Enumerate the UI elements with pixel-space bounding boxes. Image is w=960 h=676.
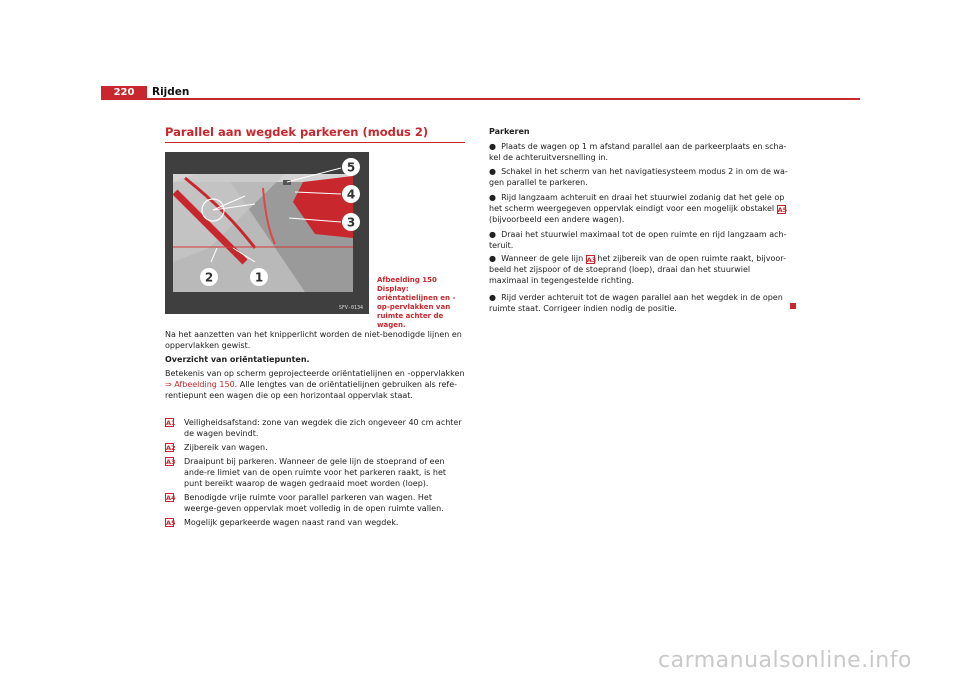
step-text: (bijvoorbeeld een andere wagen).	[489, 215, 625, 224]
parking-display-figure	[165, 152, 369, 314]
legend-text: Mogelijk geparkeerde wagen naast rand van wegdek.	[184, 518, 399, 527]
legend-text: Zijbereik van wagen.	[184, 443, 268, 452]
legend-badge: A2	[166, 444, 176, 452]
figure-link[interactable]: ⇒ Afbeelding 150	[165, 380, 235, 389]
svg-text:2: 2	[204, 270, 214, 285]
legend-text: Veiligheidsafstand: zone van wegdek die zich ongeveer 40 cm achter de wagen bevindt.	[184, 418, 462, 438]
figure-caption: Afbeelding 150 Display: oriëntatielijnen en -op-pervlakken van ruimte achter de wagen.	[377, 276, 456, 329]
bullet-icon: ●	[489, 167, 502, 176]
page-number: 220	[101, 86, 147, 99]
chapter-title: Rijden	[152, 86, 190, 98]
step-item	[489, 166, 789, 188]
figure-callouts	[165, 152, 369, 314]
section-rule	[165, 142, 465, 143]
desc-prefix: Betekenis van op scherm geprojecteerde oriëntatielijnen en -oppervlakken	[165, 369, 465, 378]
step-text: het zijbereik van de open ruimte raakt, bijvoor-beeld het zijspoor of de stoeprand (loep), draai dan het stuurwiel maximaal in tegengestelde richting.	[489, 254, 786, 285]
bullet-icon: ●	[489, 254, 502, 263]
callout-1	[250, 268, 268, 286]
legend-badge: A5	[166, 519, 176, 527]
step-text: Schakel in het scherm van het navigatiesysteem modus 2 in om de wa-gen parallel te parkeren.	[489, 167, 788, 187]
step-text: Plaats de wagen op 1 m afstand parallel aan de parkeerplaats en scha-kel de achteruitversnelling in.	[489, 142, 787, 162]
callout-3	[342, 213, 360, 231]
step-text: Rijd langzaam achteruit en draai het stuurwiel zodanig dat het gele op het scherm weergegeven oppervlak eindigt voor een mogelijk obstakel	[489, 193, 785, 213]
step-item	[489, 292, 789, 314]
overview-description	[165, 368, 465, 401]
bullet-icon: ●	[489, 142, 502, 151]
inline-badge: A3	[586, 256, 597, 264]
legend-badge: A3	[166, 458, 176, 466]
callout-5	[342, 158, 360, 176]
svg-text:3: 3	[346, 215, 356, 230]
section-title: Parallel aan wegdek parkeren (modus 2)	[165, 125, 429, 139]
bullet-icon: ●	[489, 293, 502, 302]
step-item	[489, 192, 789, 225]
bullet-icon: ●	[489, 230, 502, 239]
header-rule	[101, 98, 860, 100]
svg-text:4: 4	[346, 187, 356, 202]
legend-badge: A4	[166, 494, 176, 502]
legend-badge: A1	[166, 419, 176, 427]
parking-heading: Parkeren	[489, 127, 530, 136]
inline-badge: A5	[777, 206, 788, 214]
step-text: Rijd verder achteruit tot de wagen parallel aan het wegdek in de open ruimte staat. Corrigeer indien nodig de positie.	[489, 293, 783, 313]
callout-2	[200, 268, 218, 286]
desc-suffix: . Alle lengtes van de oriëntatielijnen gebruiken als refe-rentiepunt een wagen die op een horizontaal oppervlak staat.	[165, 380, 458, 400]
step-item	[489, 229, 789, 251]
watermark: carmanualsonline.info	[658, 648, 912, 673]
legend-text: Benodigde vrije ruimte voor parallel parkeren van wagen. Het weerge-geven oppervlak moet volledig in de open ruimte vallen.	[184, 493, 444, 513]
svg-text:5: 5	[346, 160, 356, 175]
step-item	[489, 141, 789, 163]
step-item	[489, 253, 789, 286]
svg-text:1: 1	[254, 270, 264, 285]
bullet-icon: ●	[489, 193, 502, 202]
step-text: Wanneer de gele lijn	[501, 254, 586, 263]
legend-text: Draaipunt bij parkeren. Wanneer de gele lijn de stoeprand of een ande-re limiet van de open ruimte voor het parkeren raakt, is het punt bereikt waarop de wagen gedraaid moet worden (loep).	[184, 457, 447, 488]
overview-heading: Overzicht van oriëntatiepunten.	[165, 355, 310, 364]
step-text: Draai het stuurwiel maximaal tot de open ruimte en rijd langzaam ach-teruit.	[489, 230, 787, 250]
section-end-mark	[790, 303, 796, 309]
figure-tag: SFV-0134	[338, 305, 363, 311]
callout-4	[342, 185, 360, 203]
intro-paragraph: Na het aanzetten van het knipperlicht worden de niet-benodigde lijnen en oppervlakken gewist.	[165, 330, 462, 350]
